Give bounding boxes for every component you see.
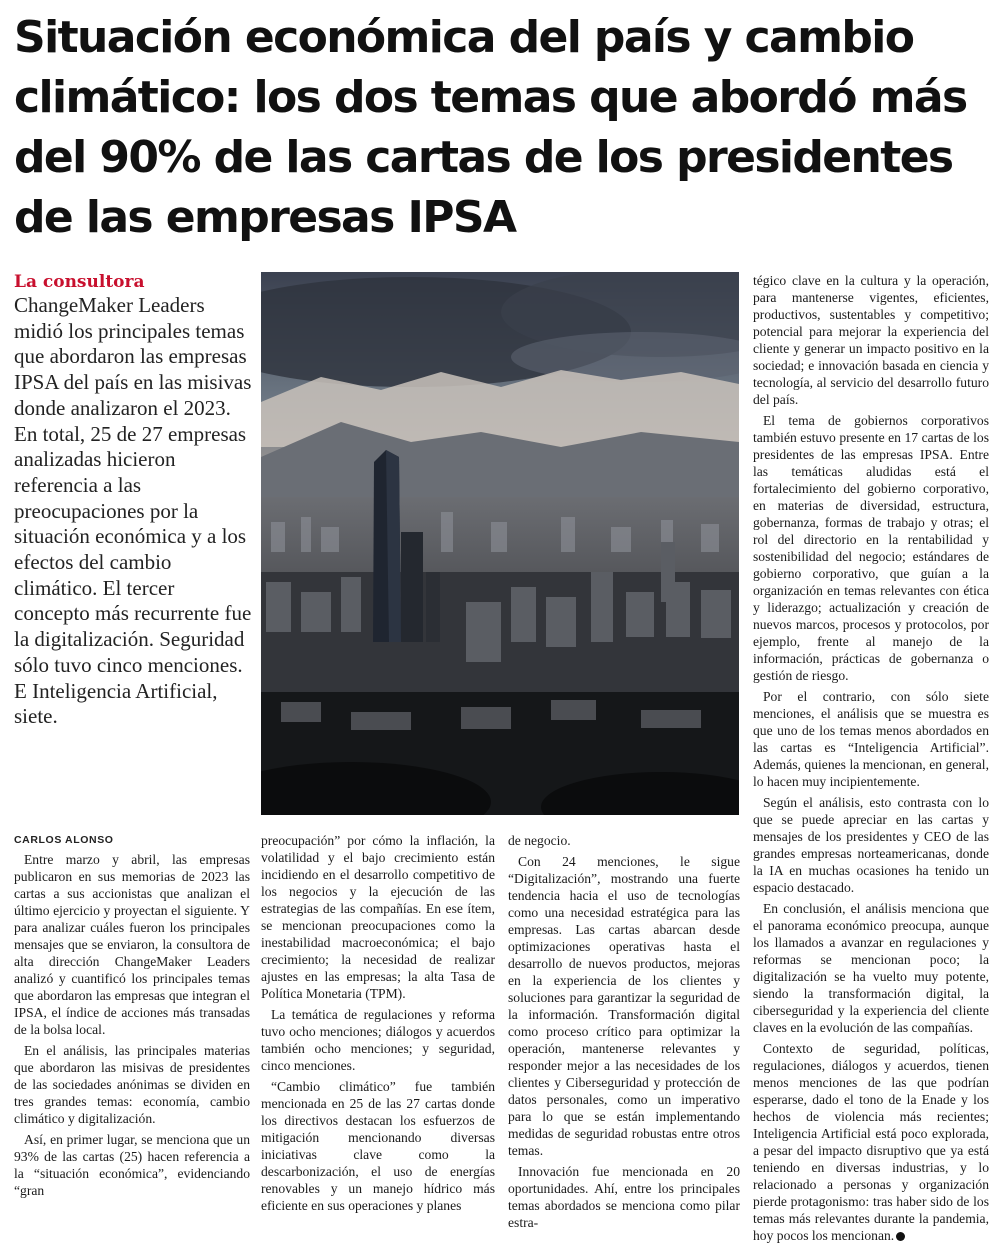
paragraph: Con 24 menciones, le sigue “Digitalización”, mostrando una fuerte tendencia hacia el uso de tecnologías como una necesidad estratégica para las empresas. Las cartas abarcan desde optimizaciones operativas hasta el desarrollo de nuevos productos, mejoras en la experiencia de los clientes y soluciones para garantizar la seguridad de la información. Transformación digital como proceso crítico para optimizar la operación, mantenerse relevantes y responder mejor a las necesidades de los clientes y Ciberseguridad y protección de datos personales, como un imperativo para lo que se están implementando medidas de seguridad robustas entre otros temas. [508, 854, 740, 1158]
paragraph: preocupación” por cómo la inflación, la volatilidad y el bajo crecimiento están incidiendo en el desarrollo competitivo de los negocios y la ejecución de las estrategias de las compañías. En ese ítem, se mencionan preocupaciones como la inestabilidad macroeconómica; el bajo crecimiento; la necesidad de realizar ajustes en las empresas; la alta Tasa de Política Monetaria (TPM). [261, 833, 495, 1001]
article-column-3 [508, 832, 740, 1235]
paragraph: Innovación fue mencionada en 20 oportunidades. Ahí, entre los principales temas abordados se menciona como pilar estra- [508, 1164, 740, 1230]
headline: Situación económica del país y cambio climático: los dos temas que abordó más del 90% de las cartas de los presidentes de las empresas IPSA [14, 12, 967, 243]
article-column-2 [261, 832, 495, 1218]
sidebar-kicker: La consultora [14, 272, 145, 292]
article-column-1 [14, 832, 250, 1203]
paragraph: tégico clave en la cultura y la operación, para mantenerse vigentes, eficientes, productivos, sustentables y competitivo; potencial para mejorar la experiencia del cliente y generar un impacto positivo en la sociedad; e innovación basada en ciencia y tecnología, al servicio del desarrollo futuro del país. [753, 273, 989, 407]
paragraph: El tema de gobiernos corporativos también estuvo presente en 17 cartas de los presidentes de las empresas IPSA. Entre las temáticas aludidas está el fortalecimiento del gobierno corporativo, en materias de diversidad, estructura, gobernanza, formas de trabajo y otras; el rol del directorio en la rentabilidad y sostenibilidad del negocio; estándares de gobierno corporativo, que guían a la organización en temas relevantes con ética y liderazgo; actualización y creación de nuevos marcos, procesos y protocolos, por ejemplo, frente al manejo de la información, prácticas de gobernanza o gestión de riesgo. [753, 413, 989, 683]
paragraph-text: Contexto de seguridad, políticas, regulaciones, diálogos y acuerdos, tienen menos menciones de las que podrían esperarse, dado el tono de la Enade y los hechos de violencia más recientes; Inteligencia Artificial está poco explorada, a pesar del impacto disruptivo que ya está teniendo en diversas industrias, y lo relacionado a personas y organización pierde protagonismo: tras haber sido de los temas más relevantes durante la pandemia, hoy pocos los mencionan. [753, 1041, 989, 1243]
sidebar-lead: ChangeMaker Leaders midió los principales temas que abordaron las empresas IPSA del país en las misivas donde analizaron el 2023. En total, 25 de 27 empresas analizadas hicieron referencia a las preocupaciones por la situación económica y a los efectos del cambio climático. El tercer concepto más recurrente fue la digitalización. Seguridad sólo tuvo cinco menciones. E Inteligencia Artificial, siete. [14, 293, 252, 729]
end-mark-icon [896, 1232, 905, 1241]
paragraph-final [753, 1040, 989, 1244]
article-column-4 [753, 272, 989, 1248]
paragraph: Así, en primer lugar, se menciona que un 93% de las cartas (25) hacen referencia a la “situación económica”, evidenciando “gran [14, 1132, 250, 1198]
paragraph: La temática de regulaciones y reforma tuvo ocho menciones; diálogos y acuerdos también ocho menciones; y seguridad, cinco menciones. [261, 1007, 495, 1073]
paragraph: Por el contrario, con sólo siete menciones, el análisis que se muestra es que uno de los temas menos abordados en las cartas es “Inteligencia Artificial”. Además, quienes la mencionan, en general, lo hacen muy incipientemente. [753, 689, 989, 789]
paragraph: Entre marzo y abril, las empresas publicaron en sus memorias de 2023 las cartas a sus accionistas que analizan el último ejercicio y proyectan el siguiente. Y para analizar cuáles fueron los principales mensajes que se enviaron, la consultora de alta dirección ChangeMaker Leaders analizó y cuantificó los principales temas que abordaron las empresas que integran el IPSA, el índice de acciones más transadas de la bolsa local. [14, 852, 250, 1037]
paragraph: “Cambio climático” fue también mencionada en 25 de las 27 cartas donde los directivos destacan los esfuerzos de mitigación mencionando diversas iniciativas clave como la descarbonización, el uso de energías renovables y un manejo hídrico más eficiente en sus operaciones y planes [261, 1079, 495, 1213]
paragraph: de negocio. [508, 833, 571, 848]
city-skyline-photo [261, 272, 739, 815]
paragraph: Según el análisis, esto contrasta con lo que se puede apreciar en las cartas y mensajes de los presidentes y CEO de las grandes empresas norteamericanas, donde la IA en muchas ocasiones ha tenido un espacio destacado. [753, 795, 989, 895]
paragraph: En conclusión, el análisis menciona que el panorama económico preocupa, aunque los llamados a avanzar en regulaciones y reformas se mencionan poco; la digitalización se ha vuelto muy potente, siendo la transformación digital, la ciberseguridad y la experiencia del cliente claves en la evolución de las compañías. [753, 901, 989, 1035]
paragraph: En el análisis, las principales materias que abordaron las misivas de presidentes de las sociedades anónimas se dividen en tres grandes temas: economía, cambio climático y digitalización. [14, 1043, 250, 1126]
byline: CARLOS ALONSO [14, 834, 114, 846]
